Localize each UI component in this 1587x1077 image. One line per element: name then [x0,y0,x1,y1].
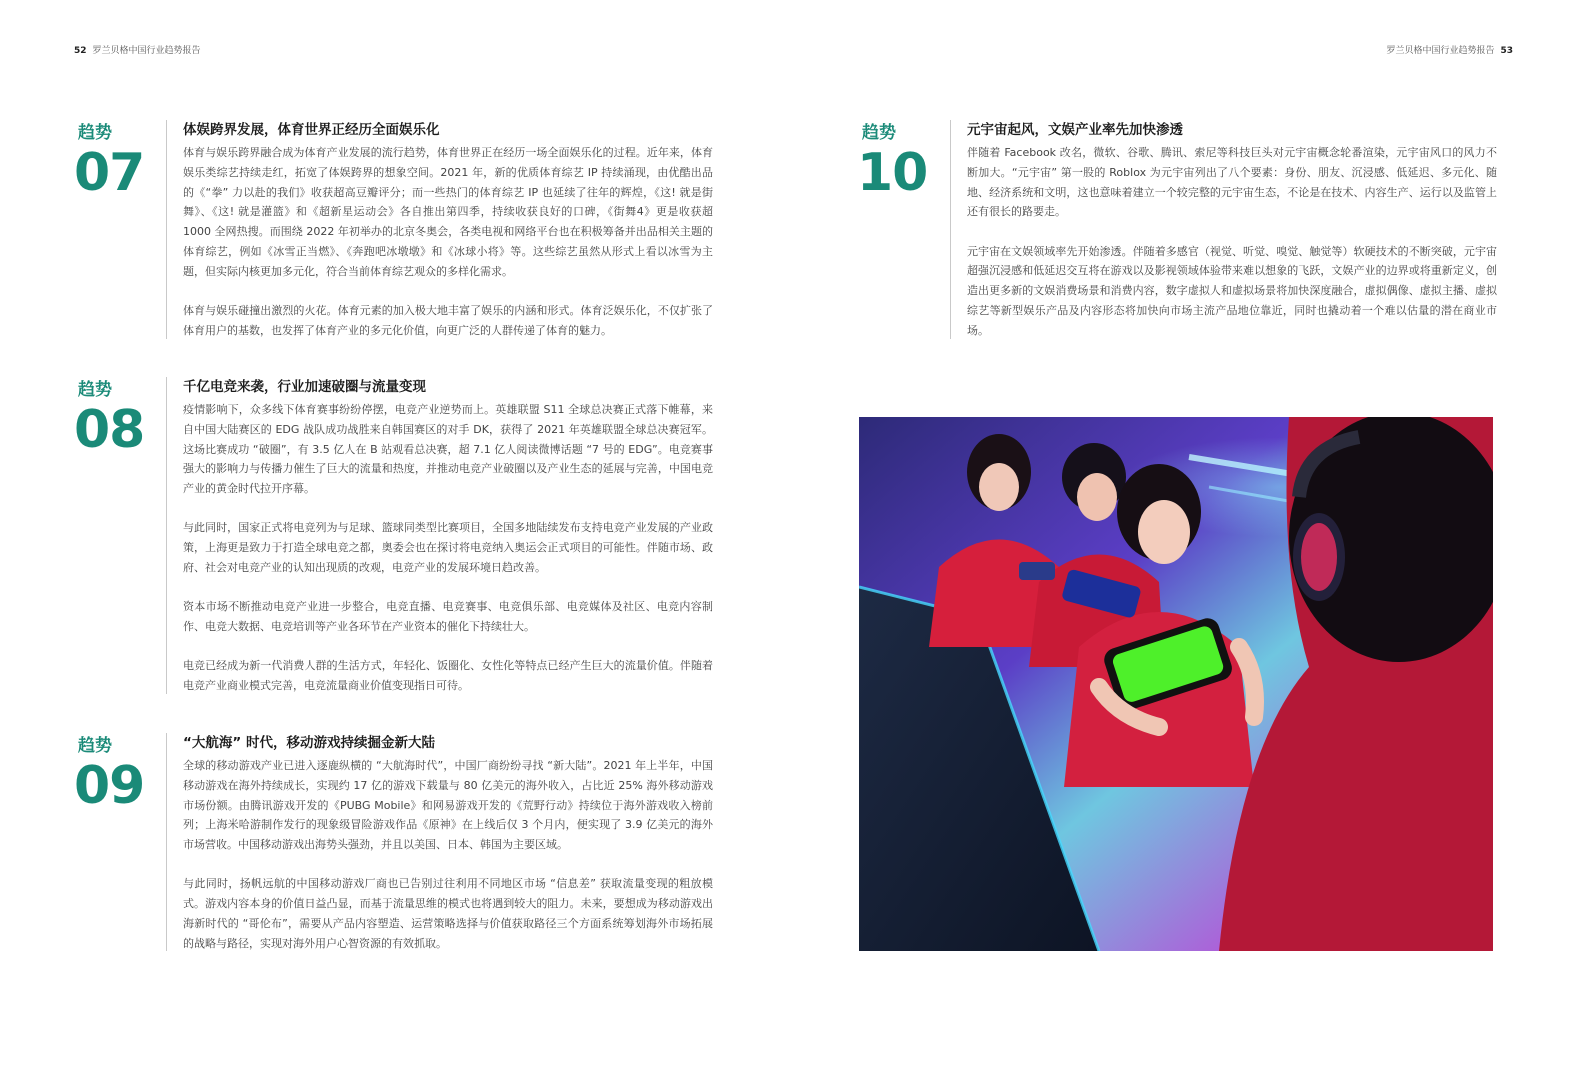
trend-paragraph: 全球的移动游戏产业已进入逐鹿纵横的 “大航海时代”，中国厂商纷纷寻找 “新大陆”。2021 年上半年，中国移动游戏在海外持续成长，实现约 17 亿的游戏下载量与 80 亿美元的海外收入，占比近 25% 海外移动游戏市场份额。由腾讯游戏开发的《PUBG Mobile》和网易游戏开发的《荒野行动》持续位于海外游戏收入榜前列；上海米哈游制作发行的现象级冒险游戏作品《原神》在上线后仅 3 个月内，便实现了 3.9 亿美元的海外市场营收。中国移动游戏出海势头强劲，并且以美国、日本、韩国为主要区域。 [183,759,713,852]
esports-players-photo [859,417,1493,951]
trend-paragraph: 疫情影响下，众多线下体育赛事纷纷停摆，电竞产业逆势而上。英雄联盟 S11 全球总决赛正式落下帷幕，来自中国大陆赛区的 EDG 战队成功战胜来自韩国赛区的对手 DK，获得了 2021 年英雄联盟全球总决赛冠军。这场比赛成功 “破圈”，有 3.5 亿人在 B 站观看总决赛，超 7.1 亿人阅读微博话题 “7 号的 EDG”。电竞赛事强大的影响力与传播力催生了巨大的流量和热度，并推动电竞产业破圈以及产业生态的延展与完善，中国电竞产业的黄金时代拉开序幕。 [183,403,713,496]
trend-divider [950,120,951,339]
trend-label: 趋势 [78,380,112,400]
trend-paragraph: 资本市场不断推动电竞产业进一步整合，电竞直播、电竞赛事、电竞俱乐部、电竞媒体及社区、电竞内容制作、电竞大数据、电竞培训等产业各环节在产业资本的催化下持续壮大。 [183,600,713,634]
right-page-number: 53 [1500,46,1513,56]
trend-paragraph: 与此同时，国家正式将电竞列为与足球、篮球同类型比赛项目，全国多地陆续发布支持电竞产业发展的产业政策，上海更是致力于打造全球电竞之都，奥委会也在探讨将电竞纳入奥运会正式项目的可能性。伴随市场、政府、社会对电竞产业的认知出现质的改观，电竞产业的发展环境日趋改善。 [183,521,713,575]
trend-paragraph: 体育与娱乐跨界融合成为体育产业发展的流行趋势，体育世界正在经历一场全面娱乐化的过程。近年来，体育娱乐类综艺持续走红，拓宽了体娱跨界的想象空间。2021 年，新的优质体育综艺 IP 持续涌现，由优酷出品的《“拳” 力以赴的我们》收获超高豆瓣评分；而一些热门的体育综艺 IP 也延续了往年的辉煌，《这! 就是街舞》、《这! 就是灌篮》和《超新星运动会》各自推出第四季，持续收获良好的口碑，《街舞4》更是收获超 1000 全网热搜。而围绕 2022 年初举办的北京冬奥会，各类电视和网络平台也在积极筹备并出品相关主题的体育综艺，例如《冰雪正当燃》、《奔跑吧冰墩墩》和《冰球小将》等。这些综艺虽然从形式上看以冰雪为主题，但实际内核更加多元化，符合当前体育综艺观众的多样化需求。 [183,146,713,278]
trend-divider [166,733,167,951]
trend-paragraph: 元宇宙在文娱领域率先开始渗透。伴随着多感官（视觉、听觉、嗅觉、触觉等）软硬技术的不断突破，元宇宙超强沉浸感和低延迟交互将在游戏以及影视领域体验带来难以想象的飞跃，文娱产业的边界或将重新定义，创造出更多新的文娱消费场景和消费内容，数字虚拟人和虚拟场景将加快深度融合，虚拟偶像、虚拟主播、虚拟综艺等新型娱乐产品及内容形态将加快向市场主流产品地位靠近，同时也撬动着一个难以估量的潜在商业市场。 [967,244,1497,337]
esports-scene-illustration [859,417,1493,951]
left-report-title: 罗兰贝格中国行业趋势报告 [92,46,201,56]
left-page-header [74,43,201,56]
trend-title: 千亿电竞来袭，行业加速破圈与流量变现 [183,379,426,395]
trend-number: 09 [74,756,145,816]
trend-number: 10 [857,143,928,203]
right-page-header [1386,43,1513,56]
trend-body [183,756,713,954]
trend-paragraph: 与此同时，扬帆远航的中国移动游戏厂商也已告别过往利用不同地区市场 “信息差” 获取流量变现的粗放模式。游戏内容本身的价值日益凸显，而基于流量思维的模式也将遇到较大的阻力。未来，要想成为移动游戏出海新时代的 “哥伦布”，需要从产品内容塑造、运营策略选择与价值获取路径三个方面系统筹划海外市场拓展的战略与路径，实现对海外用户心智资源的有效抓取。 [183,877,713,950]
trend-title: “大航海” 时代，移动游戏持续掘金新大陆 [183,735,435,751]
trend-label: 趋势 [862,123,896,143]
trend-title: 元宇宙起风，文娱产业率先加快渗透 [967,122,1183,138]
right-report-title: 罗兰贝格中国行业趋势报告 [1386,46,1495,56]
trend-divider [166,120,167,339]
trend-paragraph: 体育与娱乐碰撞出激烈的火花。体育元素的加入极大地丰富了娱乐的内涵和形式。体育泛娱乐化，不仅扩张了体育用户的基数，也发挥了体育产业的多元化价值，向更广泛的人群传递了体育的魅力。 [183,304,713,337]
trend-body [183,400,713,696]
trend-number: 07 [74,143,145,203]
trend-number: 08 [74,400,145,460]
trend-body [967,143,1497,341]
trend-body [183,143,713,341]
trend-paragraph: 电竞已经成为新一代消费人群的生活方式，年轻化、饭圈化、女性化等特点已经产生巨大的流量价值。伴随着电竞产业商业模式完善，电竞流量商业价值变现指日可待。 [183,659,713,693]
trend-label: 趋势 [78,736,112,756]
trend-paragraph: 伴随着 Facebook 改名，微软、谷歌、腾讯、索尼等科技巨头对元宇宙概念轮番渲染，元宇宙风口的风力不断加大。“元宇宙” 第一股的 Roblox 为元宇宙列出了八个要素：身份、朋友、沉浸感、低延迟、多元化、随地、经济系统和文明，这也意味着建立一个较完整的元宇宙生态，不论是在技术、内容生产、运行以及监管上还有很长的路要走。 [967,146,1497,219]
trend-divider [166,377,167,694]
trend-title: 体娱跨界发展，体育世界正经历全面娱乐化 [183,122,440,138]
trend-label: 趋势 [78,123,112,143]
left-page-number: 52 [74,46,87,56]
